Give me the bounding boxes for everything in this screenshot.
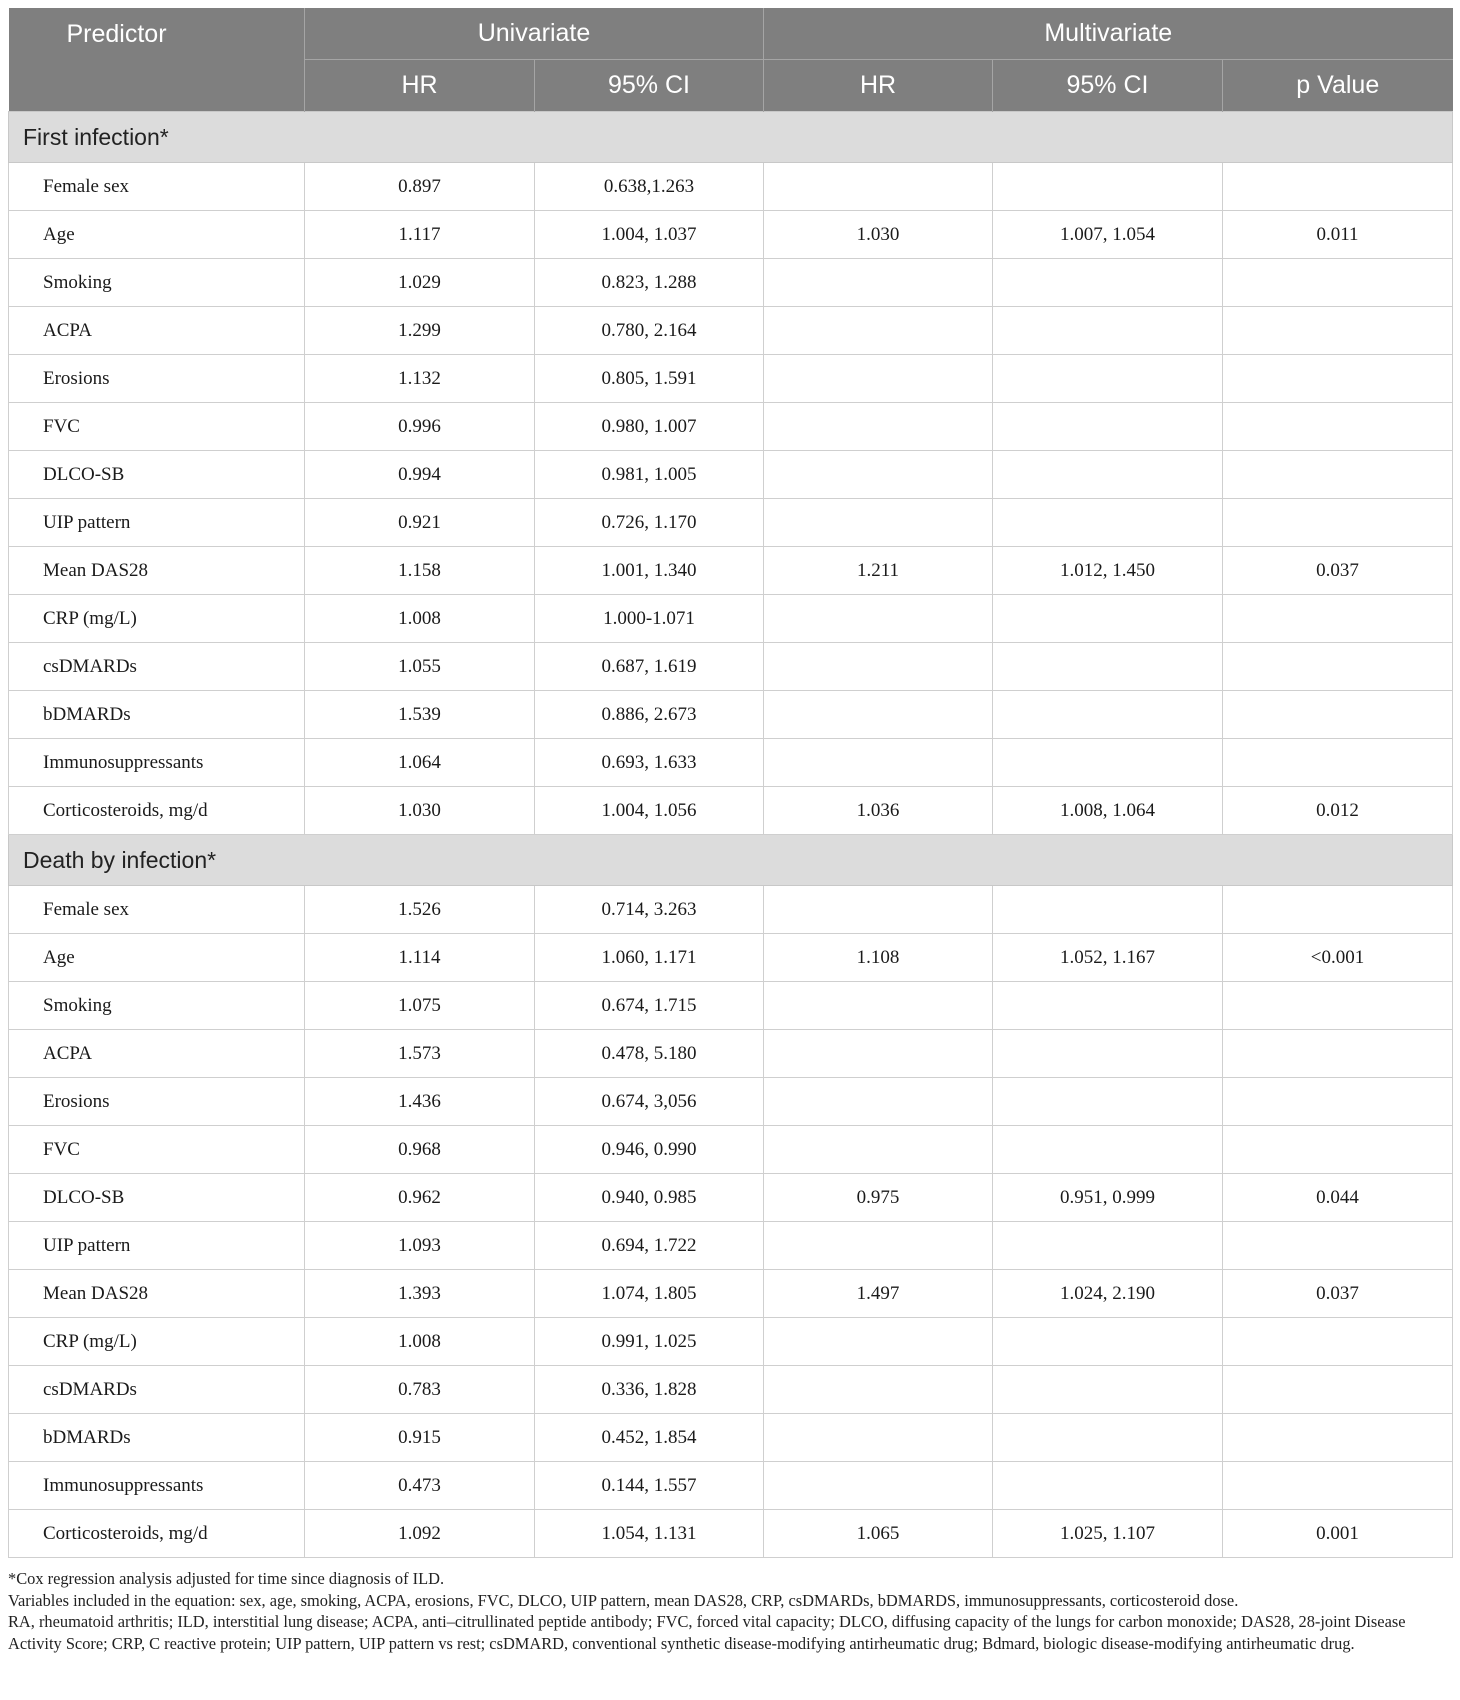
- cell-predictor: Corticosteroids, mg/d: [9, 787, 305, 835]
- cell-p-value: 0.037: [1223, 1270, 1453, 1318]
- cell-multivariate-hr: [764, 163, 993, 211]
- table-row: [9, 1510, 1453, 1558]
- cell-p-value: [1223, 163, 1453, 211]
- cell-univariate-hr: 1.114: [305, 934, 535, 982]
- header-univariate-ci: 95% CI: [535, 60, 764, 112]
- cell-univariate-ci: 0.478, 5.180: [535, 1030, 764, 1078]
- table-row: [9, 403, 1453, 451]
- cell-univariate-ci: 0.805, 1.591: [535, 355, 764, 403]
- table-row: [9, 547, 1453, 595]
- cell-univariate-ci: 0.886, 2.673: [535, 691, 764, 739]
- cell-multivariate-hr: [764, 643, 993, 691]
- cell-univariate-ci: 1.004, 1.056: [535, 787, 764, 835]
- cell-multivariate-hr: [764, 982, 993, 1030]
- cell-multivariate-hr: [764, 595, 993, 643]
- cell-univariate-ci: 0.981, 1.005: [535, 451, 764, 499]
- cell-multivariate-ci: [993, 595, 1223, 643]
- table-row: [9, 1174, 1453, 1222]
- cell-predictor: DLCO-SB: [9, 1174, 305, 1222]
- cell-univariate-ci: 0.452, 1.854: [535, 1414, 764, 1462]
- cell-univariate-ci: 1.054, 1.131: [535, 1510, 764, 1558]
- cell-univariate-hr: 1.299: [305, 307, 535, 355]
- table-row: [9, 1462, 1453, 1510]
- cell-multivariate-hr: [764, 1126, 993, 1174]
- cell-univariate-hr: 1.117: [305, 211, 535, 259]
- cell-univariate-hr: 0.897: [305, 163, 535, 211]
- cell-multivariate-ci: [993, 451, 1223, 499]
- cox-regression-table: [8, 8, 1453, 1558]
- table-row: [9, 982, 1453, 1030]
- cell-univariate-hr: 1.539: [305, 691, 535, 739]
- cell-univariate-hr: 1.008: [305, 1318, 535, 1366]
- results-table-container: [8, 8, 1452, 1558]
- cell-p-value: [1223, 1126, 1453, 1174]
- cell-univariate-hr: 1.030: [305, 787, 535, 835]
- table-row: [9, 499, 1453, 547]
- table-row: [9, 1078, 1453, 1126]
- cell-univariate-hr: 0.915: [305, 1414, 535, 1462]
- cell-univariate-hr: 0.968: [305, 1126, 535, 1174]
- cell-multivariate-hr: [764, 1462, 993, 1510]
- table-row: [9, 691, 1453, 739]
- cell-predictor: Mean DAS28: [9, 1270, 305, 1318]
- cell-univariate-ci: 0.726, 1.170: [535, 499, 764, 547]
- cell-predictor: bDMARDs: [9, 691, 305, 739]
- table-row: [9, 1414, 1453, 1462]
- cell-univariate-ci: 0.780, 2.164: [535, 307, 764, 355]
- cell-multivariate-hr: [764, 403, 993, 451]
- cell-multivariate-hr: [764, 1366, 993, 1414]
- table-row: [9, 1030, 1453, 1078]
- cell-univariate-ci: 0.991, 1.025: [535, 1318, 764, 1366]
- cell-univariate-ci: 0.980, 1.007: [535, 403, 764, 451]
- cell-univariate-hr: 1.055: [305, 643, 535, 691]
- cell-univariate-hr: 0.994: [305, 451, 535, 499]
- table-row: [9, 1222, 1453, 1270]
- cell-multivariate-ci: 1.024, 2.190: [993, 1270, 1223, 1318]
- cell-multivariate-hr: 1.497: [764, 1270, 993, 1318]
- section-header-row: [9, 835, 1453, 886]
- cell-univariate-hr: 0.473: [305, 1462, 535, 1510]
- table-row: [9, 355, 1453, 403]
- footnotes: [8, 1568, 1452, 1654]
- cell-predictor: FVC: [9, 1126, 305, 1174]
- table-row: [9, 307, 1453, 355]
- cell-multivariate-hr: 1.065: [764, 1510, 993, 1558]
- cell-predictor: CRP (mg/L): [9, 595, 305, 643]
- cell-p-value: [1223, 691, 1453, 739]
- cell-multivariate-hr: 1.211: [764, 547, 993, 595]
- cell-multivariate-ci: [993, 1462, 1223, 1510]
- cell-multivariate-ci: 1.052, 1.167: [993, 934, 1223, 982]
- cell-multivariate-ci: [993, 307, 1223, 355]
- cell-multivariate-hr: [764, 355, 993, 403]
- table-row: [9, 259, 1453, 307]
- cell-p-value: [1223, 1462, 1453, 1510]
- table-row: [9, 163, 1453, 211]
- table-header: [9, 8, 1453, 112]
- cell-univariate-hr: 1.029: [305, 259, 535, 307]
- cell-univariate-hr: 0.921: [305, 499, 535, 547]
- cell-p-value: [1223, 1318, 1453, 1366]
- cell-multivariate-ci: [993, 1222, 1223, 1270]
- cell-p-value: [1223, 499, 1453, 547]
- cell-p-value: 0.001: [1223, 1510, 1453, 1558]
- cell-p-value: <0.001: [1223, 934, 1453, 982]
- cell-p-value: [1223, 259, 1453, 307]
- cell-multivariate-hr: 1.036: [764, 787, 993, 835]
- cell-multivariate-ci: [993, 886, 1223, 934]
- cell-p-value: [1223, 886, 1453, 934]
- cell-multivariate-hr: [764, 1222, 993, 1270]
- cell-p-value: 0.037: [1223, 547, 1453, 595]
- cell-predictor: Corticosteroids, mg/d: [9, 1510, 305, 1558]
- cell-p-value: [1223, 403, 1453, 451]
- section-header-row: [9, 112, 1453, 163]
- cell-multivariate-hr: 1.030: [764, 211, 993, 259]
- header-multivariate-ci: 95% CI: [993, 60, 1223, 112]
- cell-multivariate-ci: [993, 1318, 1223, 1366]
- cell-multivariate-hr: [764, 259, 993, 307]
- table-row: [9, 211, 1453, 259]
- cell-multivariate-hr: [764, 1414, 993, 1462]
- cell-predictor: ACPA: [9, 1030, 305, 1078]
- table-row: [9, 1270, 1453, 1318]
- cell-multivariate-ci: 1.008, 1.064: [993, 787, 1223, 835]
- cell-univariate-ci: 1.060, 1.171: [535, 934, 764, 982]
- cell-multivariate-hr: [764, 886, 993, 934]
- cell-multivariate-ci: 0.951, 0.999: [993, 1174, 1223, 1222]
- cell-predictor: ACPA: [9, 307, 305, 355]
- cell-p-value: [1223, 1222, 1453, 1270]
- cell-predictor: Smoking: [9, 982, 305, 1030]
- cell-p-value: [1223, 595, 1453, 643]
- cell-predictor: Female sex: [9, 163, 305, 211]
- cell-multivariate-hr: [764, 451, 993, 499]
- cell-univariate-hr: 1.064: [305, 739, 535, 787]
- cell-multivariate-ci: [993, 403, 1223, 451]
- cell-multivariate-ci: [993, 1414, 1223, 1462]
- cell-multivariate-hr: [764, 499, 993, 547]
- cell-univariate-hr: 1.092: [305, 1510, 535, 1558]
- cell-univariate-hr: 1.132: [305, 355, 535, 403]
- cell-univariate-ci: 0.144, 1.557: [535, 1462, 764, 1510]
- cell-multivariate-ci: [993, 739, 1223, 787]
- section-title: Death by infection*: [9, 835, 1453, 886]
- cell-multivariate-ci: 1.007, 1.054: [993, 211, 1223, 259]
- cell-univariate-ci: 0.638,1.263: [535, 163, 764, 211]
- cell-univariate-ci: 1.000-1.071: [535, 595, 764, 643]
- footnote-abbreviations: RA, rheumatoid arthritis; ILD, interstitial lung disease; ACPA, anti–citrullinated peptide antibody; FVC, forced vital capacity; DLCO, diffusing capacity of the lungs for carbon monoxide; DAS28, 28-joint Disease Activity Score; CRP, C reactive protein; UIP pattern, UIP pattern vs rest; csDMARD, conventional synthetic disease-modifying antirheumatic drug; Bdmard, biologic disease-modifying antirheumatic drug.: [8, 1612, 1406, 1653]
- cell-univariate-hr: 1.393: [305, 1270, 535, 1318]
- cell-univariate-hr: 1.075: [305, 982, 535, 1030]
- cell-univariate-ci: 0.674, 1.715: [535, 982, 764, 1030]
- cell-multivariate-hr: [764, 691, 993, 739]
- cell-p-value: [1223, 643, 1453, 691]
- table-row: [9, 595, 1453, 643]
- table-row: [9, 886, 1453, 934]
- table-row: [9, 934, 1453, 982]
- cell-predictor: Smoking: [9, 259, 305, 307]
- cell-univariate-hr: 1.573: [305, 1030, 535, 1078]
- cell-multivariate-hr: 1.108: [764, 934, 993, 982]
- cell-predictor: Mean DAS28: [9, 547, 305, 595]
- cell-multivariate-ci: [993, 643, 1223, 691]
- cell-predictor: UIP pattern: [9, 1222, 305, 1270]
- cell-multivariate-ci: 1.012, 1.450: [993, 547, 1223, 595]
- cell-univariate-hr: 1.526: [305, 886, 535, 934]
- cell-multivariate-ci: [993, 1126, 1223, 1174]
- cell-predictor: Age: [9, 211, 305, 259]
- header-univariate-hr: HR: [305, 60, 535, 112]
- section-title: First infection*: [9, 112, 1453, 163]
- cell-predictor: Immunosuppressants: [9, 739, 305, 787]
- cell-univariate-ci: 1.004, 1.037: [535, 211, 764, 259]
- table-row: [9, 643, 1453, 691]
- cell-univariate-hr: 0.962: [305, 1174, 535, 1222]
- cell-predictor: Age: [9, 934, 305, 982]
- cell-multivariate-hr: [764, 1030, 993, 1078]
- cell-multivariate-ci: [993, 499, 1223, 547]
- cell-predictor: CRP (mg/L): [9, 1318, 305, 1366]
- table-row: [9, 451, 1453, 499]
- cell-multivariate-ci: [993, 163, 1223, 211]
- cell-predictor: bDMARDs: [9, 1414, 305, 1462]
- cell-predictor: Female sex: [9, 886, 305, 934]
- cell-univariate-ci: 0.336, 1.828: [535, 1366, 764, 1414]
- cell-univariate-hr: 1.008: [305, 595, 535, 643]
- cell-predictor: DLCO-SB: [9, 451, 305, 499]
- cell-p-value: 0.044: [1223, 1174, 1453, 1222]
- cell-multivariate-ci: [993, 355, 1223, 403]
- cell-p-value: [1223, 307, 1453, 355]
- cell-p-value: [1223, 1030, 1453, 1078]
- cell-multivariate-ci: [993, 1366, 1223, 1414]
- cell-predictor: Erosions: [9, 355, 305, 403]
- cell-multivariate-hr: 0.975: [764, 1174, 993, 1222]
- cell-predictor: csDMARDs: [9, 1366, 305, 1414]
- cell-univariate-ci: 0.687, 1.619: [535, 643, 764, 691]
- table-row: [9, 1318, 1453, 1366]
- cell-multivariate-ci: [993, 691, 1223, 739]
- cell-p-value: [1223, 451, 1453, 499]
- cell-multivariate-ci: [993, 982, 1223, 1030]
- cell-univariate-ci: 0.693, 1.633: [535, 739, 764, 787]
- cell-univariate-ci: 0.940, 0.985: [535, 1174, 764, 1222]
- cell-univariate-ci: 0.694, 1.722: [535, 1222, 764, 1270]
- header-p-value: p Value: [1223, 60, 1453, 112]
- cell-p-value: 0.011: [1223, 211, 1453, 259]
- cell-predictor: UIP pattern: [9, 499, 305, 547]
- cell-univariate-hr: 0.996: [305, 403, 535, 451]
- table-row: [9, 739, 1453, 787]
- cell-univariate-ci: 0.714, 3.263: [535, 886, 764, 934]
- cell-multivariate-hr: [764, 1318, 993, 1366]
- cell-p-value: 0.012: [1223, 787, 1453, 835]
- cell-p-value: [1223, 1078, 1453, 1126]
- footnote-cox: *Cox regression analysis adjusted for time since diagnosis of ILD.: [8, 1569, 445, 1588]
- cell-predictor: Erosions: [9, 1078, 305, 1126]
- cell-univariate-hr: 1.436: [305, 1078, 535, 1126]
- cell-univariate-ci: 1.001, 1.340: [535, 547, 764, 595]
- cell-univariate-hr: 1.158: [305, 547, 535, 595]
- cell-p-value: [1223, 355, 1453, 403]
- cell-p-value: [1223, 739, 1453, 787]
- cell-p-value: [1223, 1414, 1453, 1462]
- cell-univariate-ci: 1.074, 1.805: [535, 1270, 764, 1318]
- header-multivariate-hr: HR: [764, 60, 993, 112]
- cell-multivariate-ci: [993, 259, 1223, 307]
- cell-multivariate-ci: [993, 1078, 1223, 1126]
- cell-multivariate-ci: 1.025, 1.107: [993, 1510, 1223, 1558]
- cell-univariate-ci: 0.946, 0.990: [535, 1126, 764, 1174]
- table-row: [9, 787, 1453, 835]
- header-univariate: Univariate: [305, 8, 764, 60]
- header-predictor: Predictor: [9, 8, 305, 112]
- cell-predictor: csDMARDs: [9, 643, 305, 691]
- table-row: [9, 1126, 1453, 1174]
- cell-multivariate-hr: [764, 1078, 993, 1126]
- cell-multivariate-hr: [764, 307, 993, 355]
- cell-multivariate-hr: [764, 739, 993, 787]
- footnote-variables: Variables included in the equation: sex, age, smoking, ACPA, erosions, FVC, DLCO, UIP pattern, mean DAS28, CRP, csDMARDs, bDMARDS, immunosuppressants, corticosteroid dose.: [8, 1590, 1239, 1610]
- cell-predictor: Immunosuppressants: [9, 1462, 305, 1510]
- cell-univariate-hr: 0.783: [305, 1366, 535, 1414]
- cell-univariate-hr: 1.093: [305, 1222, 535, 1270]
- cell-multivariate-ci: [993, 1030, 1223, 1078]
- header-multivariate: Multivariate: [764, 8, 1453, 60]
- cell-p-value: [1223, 1366, 1453, 1414]
- cell-univariate-ci: 0.674, 3,056: [535, 1078, 764, 1126]
- table-row: [9, 1366, 1453, 1414]
- cell-univariate-ci: 0.823, 1.288: [535, 259, 764, 307]
- cell-p-value: [1223, 982, 1453, 1030]
- table-body: [9, 112, 1453, 1558]
- cell-predictor: FVC: [9, 403, 305, 451]
